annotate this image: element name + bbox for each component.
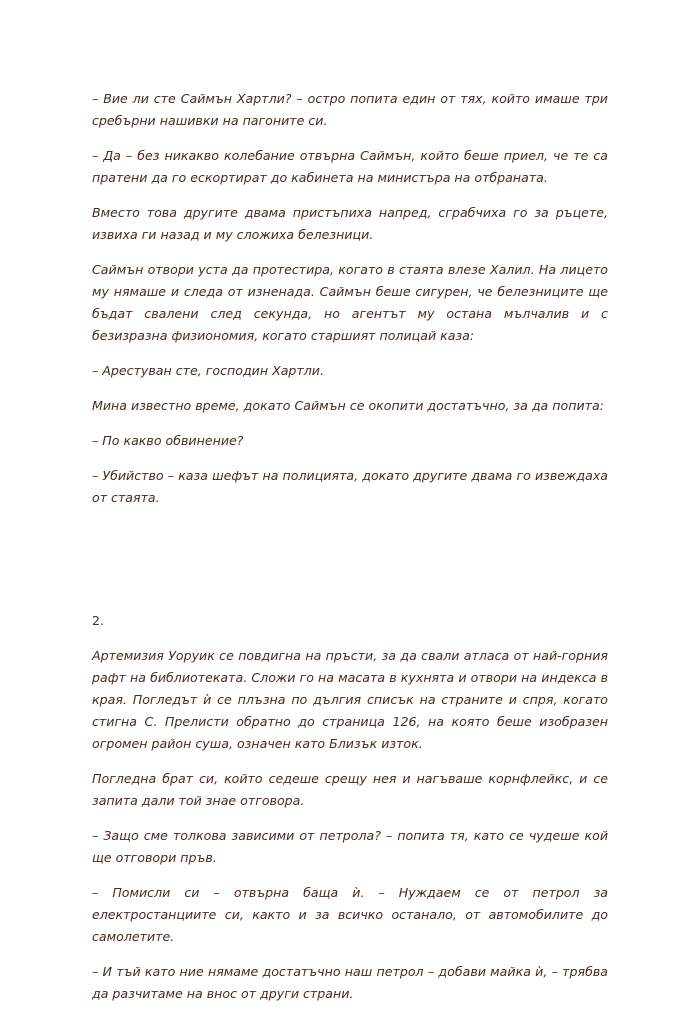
paragraph: Вместо това другите двама пристъпиха напред, сграбчиха го за ръцете, извиха ги назад и му сложиха белезници. <box>92 205 608 242</box>
paragraph: Саймън отвори уста да протестира, когато в стаята влезе Халил. На лицето му нямаше и следа от изненада. Саймън беше сигурен, че белезниците ще бъдат свалени след секунда, но агентът му остана мълчалив и с безизразна физиономия, когато старшият полицай каза: <box>92 262 608 343</box>
paragraph: Погледна брат си, който седеше срещу нея и нагъваше корнфлейкс, и се запита дали той знае отговора. <box>92 771 608 808</box>
paragraph: – Арестуван сте, господин Хартли. <box>92 363 324 378</box>
paragraph: – Убийство – каза шефът на полицията, докато другите двама го извеждаха от стаята. <box>92 468 608 505</box>
paragraph: – Да – без никакво колебание отвърна Саймън, който беше приел, че те са пратени да го ескортират до кабинета на министъра на отбраната. <box>92 148 608 185</box>
paragraph: – Помисли си – отвърна баща ѝ. – Нуждаем се от петрол за електростанциите си, както и за всичко останало, от автомобилите до самолетите. <box>92 885 608 944</box>
paragraph: – Вие ли сте Саймън Хартли? – остро попита един от тях, който имаше три сребърни нашивки на пагоните си. <box>92 91 608 128</box>
paragraph: Мина известно време, докато Саймън се окопити достатъчно, за да попита: <box>92 398 604 413</box>
paragraph: Артемизия Уоруик се повдигна на пръсти, за да свали атласа от най-горния рафт на библиотеката. Сложи го на масата в кухнята и отвори на индекса в края. Погледът ѝ се плъзна по дългия списък на страните и спря, когато стигна С. Прелисти обратно до страница 126, на която беше изобразен огромен район суша, означен като Близък изток. <box>92 648 608 751</box>
document-page <box>92 88 608 1018</box>
chapter-number: 2. <box>92 613 105 628</box>
paragraph: – Защо сме толкова зависими от петрола? – попита тя, като се чудеше кой ще отговори пръв. <box>92 828 608 865</box>
section-gap <box>92 522 608 610</box>
paragraph: – По какво обвинение? <box>92 433 244 448</box>
paragraph: – И тъй като ние нямаме достатъчно наш петрол – добави майка ѝ, – трябва да разчитаме на внос от други страни. <box>92 964 608 1001</box>
